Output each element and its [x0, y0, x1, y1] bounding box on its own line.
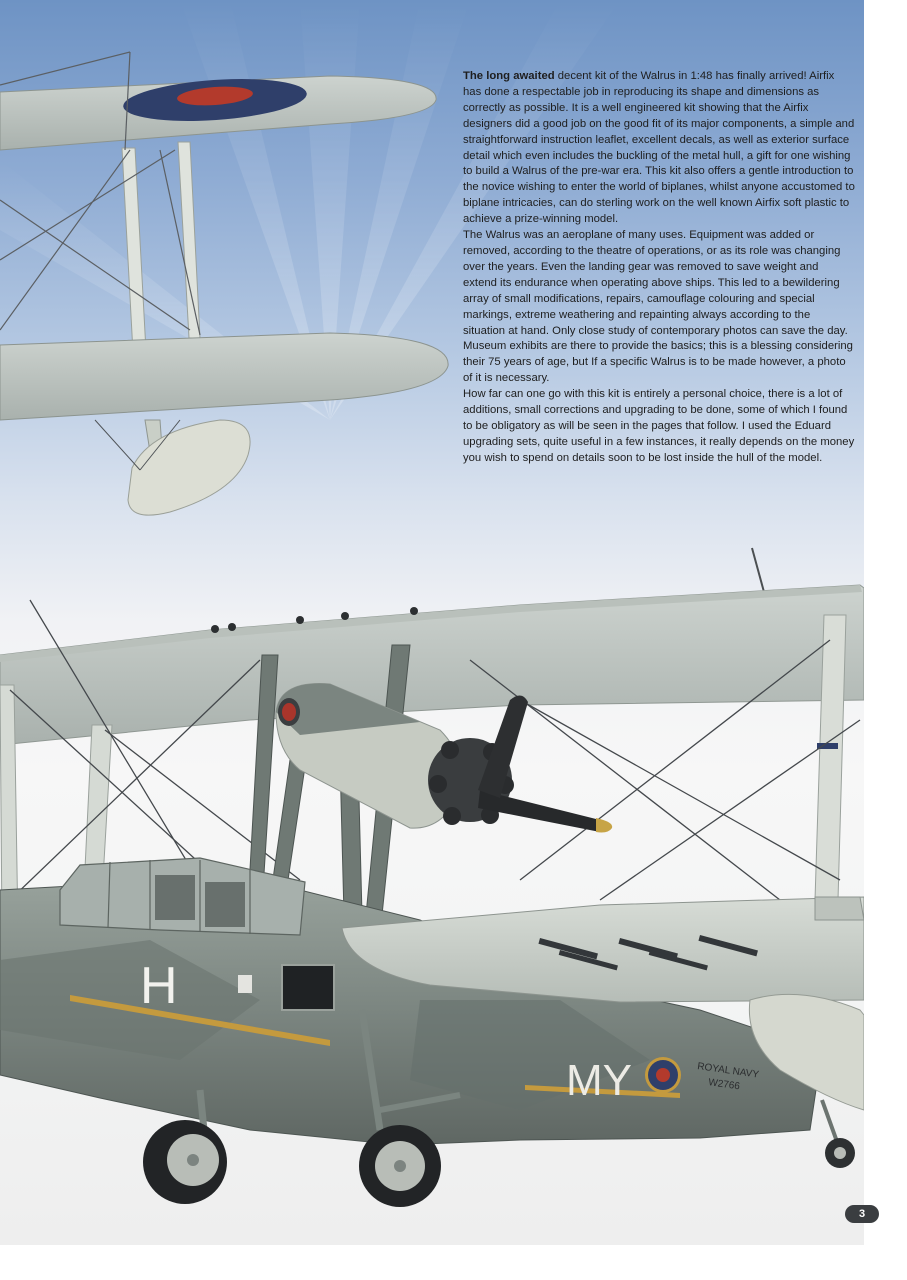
article-text [463, 69, 855, 467]
walrus-aircraft [0, 548, 864, 1207]
article-paragraph-1 [463, 69, 855, 228]
page-number-badge: 3 [845, 1205, 879, 1223]
article-lead: The long awaited [463, 70, 555, 82]
page-margin [864, 0, 907, 1280]
serial-marking: W2766 [707, 1077, 741, 1093]
royal-navy-marking: ROYAL NAVY [696, 1061, 760, 1081]
closeup-biplane-wings [0, 52, 448, 515]
article-paragraph-3: How far can one go with this kit is entirely a personal choice, there is a lot of additions, small corrections and upgrading to be done, some of which I found to be obligatory as will be seen in the pages that follow. I used the Eduard upgrading sets, quite useful in a few instances, it really depends on the money you wish to spend on details soon to be lost inside the hull of the model. [463, 388, 855, 464]
article-paragraph-2: The Walrus was an aeroplane of many uses. Equipment was added or removed, according to the theatre of operations, or as its role was changing over the years. Even the landing gear was removed to save weight and extend its endurance when operating above ships. This led to a bewildering array of small modifications, repairs, camouflage colouring and special markings, extreme weathering and repainting always according to the situation at hand. Only close study of contemporary photos can save the day. Museum exhibits are there to provide the basics; this is a blessing considering their 75 years of age, but If a specific Walrus is to be made however, a photo of it is necessary. [463, 229, 853, 385]
hull-hatch [282, 965, 334, 1010]
hull-letter-marking: H [140, 957, 178, 1015]
code-letters-marking: MY [566, 1056, 632, 1105]
article-paragraph-1-text: decent kit of the Walrus in 1:48 has finally arrived! Airfix has done a respectable job in reproducing its shape and dimensions as correctly as possible. It is a well engineered kit showing that the Airfix designers did a good job on the good fit of its major components, a simple and straightforward instruction leaflet, excellent decals, as well as exterior surface detail which even includes the buckling of the metal hull, a gift for one wishing to build a Walrus of the pre-war era. This kit also offers a gentle introduction to the novice wishing to enter the world of biplanes, whilst anyone accustomed to biplane intricacies, can do sterling work on the well known Airfix soft plastic to achieve a prize-winning model. [463, 70, 855, 226]
